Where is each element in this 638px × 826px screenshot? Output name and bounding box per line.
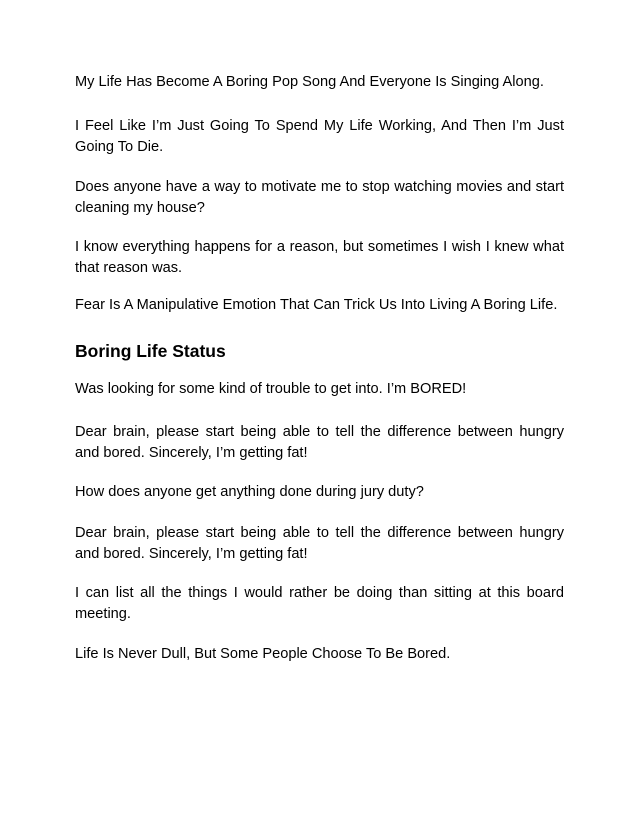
quote-paragraph: Was looking for some kind of trouble to get into. I’m BORED! [75,381,467,397]
quote-paragraph: Dear brain, please start being able to tell the difference between hungry and bored. Sincerely, I’m getting fat! [75,525,564,562]
quote-paragraph: My Life Has Become A Boring Pop Song And Everyone Is Singing Along. [75,74,544,90]
quote-paragraph: Does anyone have a way to motivate me to stop watching movies and start cleaning my house? [75,179,564,216]
quote-paragraph: Fear Is A Manipulative Emotion That Can Trick Us Into Living A Boring Life. [75,297,558,313]
quote-paragraph: I Feel Like I’m Just Going To Spend My Life Working, And Then I’m Just Going To Die. [75,118,564,155]
quote-paragraph: How does anyone get anything done during jury duty? [75,484,424,500]
quote-paragraph: Dear brain, please start being able to tell the difference between hungry and bored. Sincerely, I’m getting fat! [75,424,564,461]
quote-paragraph: I know everything happens for a reason, but sometimes I wish I knew what that reason was. [75,239,564,276]
quote-paragraph: I can list all the things I would rather be doing than sitting at this board meeting. [75,585,564,622]
section-heading: Boring Life Status [75,341,226,361]
quote-paragraph: Life Is Never Dull, But Some People Choose To Be Bored. [75,646,451,662]
